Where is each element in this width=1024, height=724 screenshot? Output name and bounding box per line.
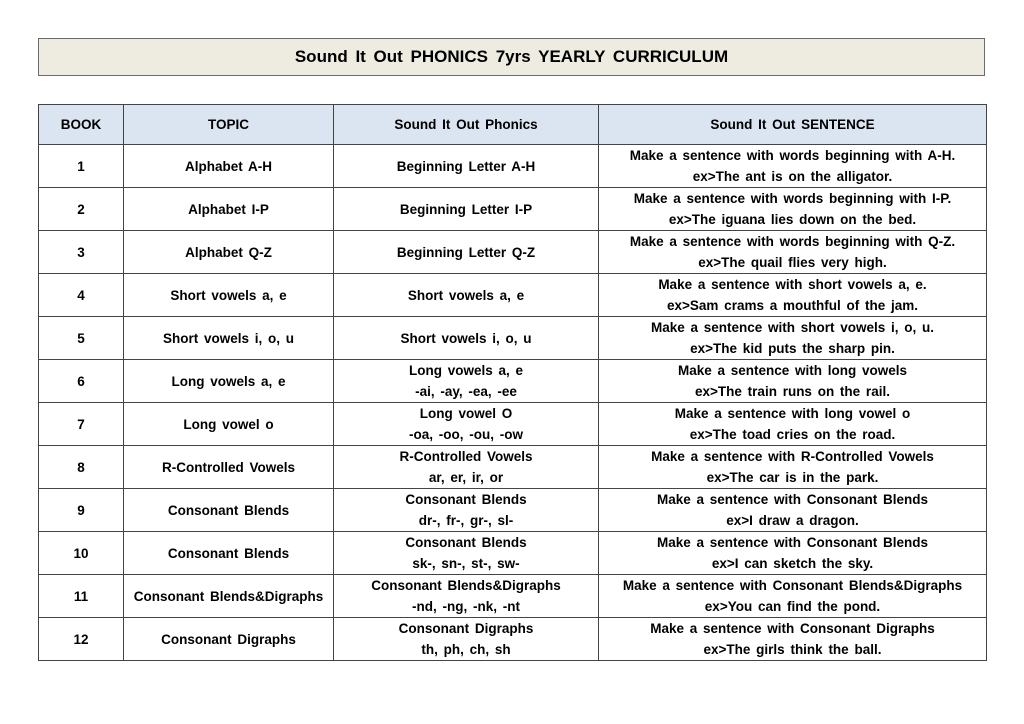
sentence-cell-line: Make a sentence with Consonant Blends&Digraphs <box>622 578 963 593</box>
phonics-cell-line: -oa, -oo, -ou, -ow <box>409 427 523 442</box>
sentence-cell <box>599 618 987 661</box>
table-row <box>39 403 987 446</box>
phonics-cell <box>334 446 599 489</box>
table-row <box>39 274 987 317</box>
sentence-cell-line: ex>The car is in the park. <box>706 470 879 485</box>
phonics-cell-line: Consonant Blends <box>405 492 527 507</box>
table-row <box>39 575 987 618</box>
sentence-cell <box>599 274 987 317</box>
phonics-cell-line: sk-, sn-, st-, sw- <box>412 556 520 571</box>
sentence-cell-line: Make a sentence with long vowels <box>677 363 908 378</box>
topic-cell: Alphabet I-P <box>124 188 334 231</box>
header-book: BOOK <box>39 105 124 145</box>
sentence-cell-line: Make a sentence with long vowel o <box>674 406 911 421</box>
topic-cell: Long vowels a, e <box>124 360 334 403</box>
sentence-cell-line: ex>I can sketch the sky. <box>711 556 874 571</box>
table-row <box>39 532 987 575</box>
phonics-cell-line: dr-, fr-, gr-, sl- <box>418 513 514 528</box>
book-cell: 6 <box>39 360 124 403</box>
book-cell: 7 <box>39 403 124 446</box>
sentence-cell-line: ex>The quail flies very high. <box>698 255 887 270</box>
topic-cell: Long vowel o <box>124 403 334 446</box>
book-cell: 10 <box>39 532 124 575</box>
topic-cell: Consonant Blends <box>124 532 334 575</box>
phonics-cell-line: Long vowels a, e <box>408 363 524 378</box>
sentence-cell-line: ex>The kid puts the sharp pin. <box>690 341 895 356</box>
book-cell: 5 <box>39 317 124 360</box>
topic-cell: Consonant Blends <box>124 489 334 532</box>
sentence-cell-line: ex>The ant is on the alligator. <box>692 169 893 184</box>
topic-cell: Consonant Blends&Digraphs <box>124 575 334 618</box>
book-cell: 4 <box>39 274 124 317</box>
sentence-cell <box>599 188 987 231</box>
table-header-row <box>39 105 987 145</box>
phonics-cell <box>334 145 599 188</box>
phonics-cell-line: R-Controlled Vowels <box>399 449 533 464</box>
phonics-cell <box>334 575 599 618</box>
sentence-cell-line: ex>The train runs on the rail. <box>695 384 890 399</box>
sentence-cell <box>599 575 987 618</box>
sentence-cell <box>599 317 987 360</box>
phonics-cell <box>334 188 599 231</box>
topic-cell: Alphabet A-H <box>124 145 334 188</box>
sentence-cell <box>599 360 987 403</box>
table-body <box>39 145 987 661</box>
phonics-cell <box>334 231 599 274</box>
book-cell: 3 <box>39 231 124 274</box>
phonics-cell-line: ar, er, ir, or <box>428 470 504 485</box>
sentence-cell-line: Make a sentence with short vowels i, o, u. <box>650 320 935 335</box>
sentence-cell <box>599 446 987 489</box>
phonics-cell-line: Long vowel O <box>419 406 513 421</box>
sentence-cell-line: Make a sentence with Consonant Digraphs <box>650 621 935 636</box>
book-cell: 9 <box>39 489 124 532</box>
phonics-cell-line: th, ph, ch, sh <box>421 642 511 657</box>
phonics-cell-line: Beginning Letter A-H <box>396 158 536 174</box>
phonics-cell-line: Consonant Digraphs <box>398 621 534 636</box>
topic-cell: R-Controlled Vowels <box>124 446 334 489</box>
topic-cell: Alphabet Q-Z <box>124 231 334 274</box>
sentence-cell-line: Make a sentence with Consonant Blends <box>656 492 929 507</box>
sentence-cell-line: ex>Sam crams a mouthful of the jam. <box>667 298 918 313</box>
table-row <box>39 489 987 532</box>
phonics-cell-line: -nd, -ng, -nk, -nt <box>412 599 520 614</box>
table-row <box>39 446 987 489</box>
phonics-cell-line: Consonant Blends&Digraphs <box>371 578 561 593</box>
page-title: Sound It Out PHONICS 7yrs YEARLY CURRICULUM <box>38 38 985 76</box>
table-row <box>39 618 987 661</box>
phonics-cell-line: Short vowels a, e <box>407 287 525 303</box>
book-cell: 1 <box>39 145 124 188</box>
table-row <box>39 231 987 274</box>
book-cell: 12 <box>39 618 124 661</box>
table-row <box>39 145 987 188</box>
table-row <box>39 188 987 231</box>
book-cell: 11 <box>39 575 124 618</box>
sentence-cell-line: ex>The iguana lies down on the bed. <box>668 212 917 227</box>
header-phonics: Sound It Out Phonics <box>334 105 599 145</box>
table-row <box>39 360 987 403</box>
phonics-cell <box>334 274 599 317</box>
sentence-cell <box>599 231 987 274</box>
sentence-cell <box>599 489 987 532</box>
phonics-cell <box>334 489 599 532</box>
book-cell: 8 <box>39 446 124 489</box>
sentence-cell-line: ex>You can find the pond. <box>704 599 881 614</box>
topic-cell: Short vowels i, o, u <box>124 317 334 360</box>
header-topic: TOPIC <box>124 105 334 145</box>
phonics-cell <box>334 317 599 360</box>
phonics-cell-line: Consonant Blends <box>405 535 527 550</box>
phonics-cell-line: Beginning Letter Q-Z <box>396 244 536 260</box>
sentence-cell <box>599 145 987 188</box>
sentence-cell <box>599 532 987 575</box>
header-sentence: Sound It Out SENTENCE <box>599 105 987 145</box>
curriculum-table <box>38 104 987 661</box>
topic-cell: Consonant Digraphs <box>124 618 334 661</box>
sentence-cell-line: Make a sentence with short vowels a, e. <box>658 277 927 292</box>
phonics-cell-line: Beginning Letter I-P <box>399 201 533 217</box>
sentence-cell-line: Make a sentence with R-Controlled Vowels <box>651 449 934 464</box>
sentence-cell-line: Make a sentence with words beginning with A-H. <box>629 148 956 163</box>
book-cell: 2 <box>39 188 124 231</box>
sentence-cell-line: ex>I draw a dragon. <box>726 513 859 528</box>
sentence-cell-line: Make a sentence with Consonant Blends <box>656 535 929 550</box>
sentence-cell-line: ex>The girls think the ball. <box>703 642 882 657</box>
phonics-cell <box>334 403 599 446</box>
table-row <box>39 317 987 360</box>
phonics-cell <box>334 618 599 661</box>
sentence-cell <box>599 403 987 446</box>
sentence-cell-line: Make a sentence with words beginning with I-P. <box>633 191 952 206</box>
phonics-cell <box>334 532 599 575</box>
phonics-cell-line: Short vowels i, o, u <box>400 330 532 346</box>
phonics-cell-line: -ai, -ay, -ea, -ee <box>415 384 517 399</box>
topic-cell: Short vowels a, e <box>124 274 334 317</box>
phonics-cell <box>334 360 599 403</box>
sentence-cell-line: Make a sentence with words beginning with Q-Z. <box>629 234 956 249</box>
sentence-cell-line: ex>The toad cries on the road. <box>689 427 896 442</box>
